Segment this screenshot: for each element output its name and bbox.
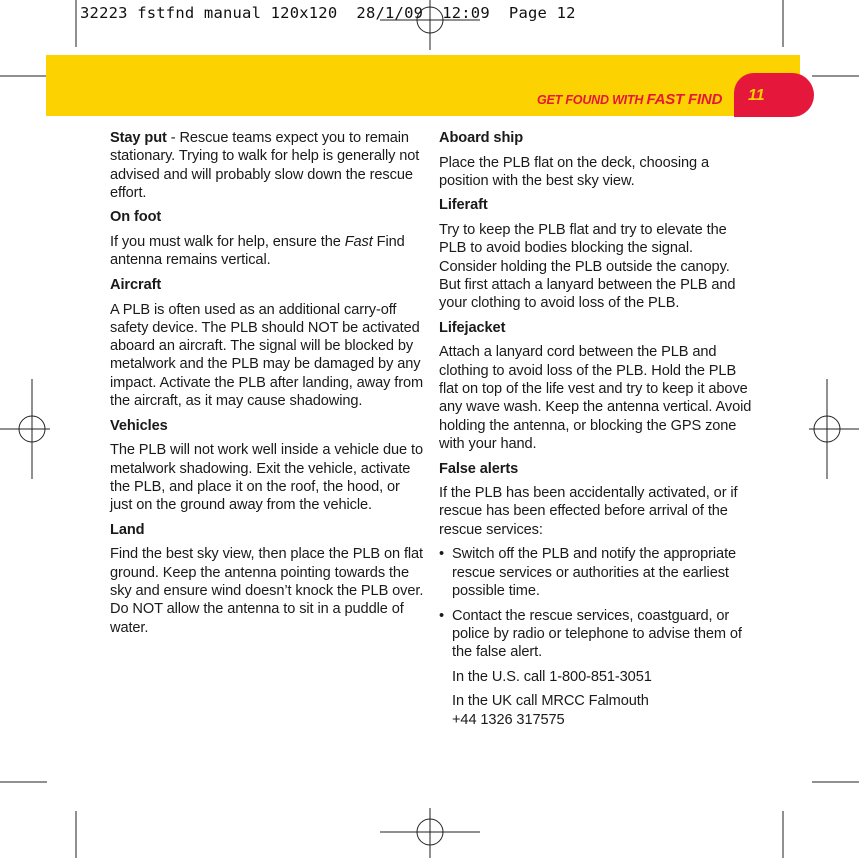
land-paragraph: Find the best sky view, then place the PLB on flat ground. Keep the antenna pointing towards the sky and ensure wind doesn’t knock the PLB over. Do NOT allow the antenna to sit in a puddle of water. (110, 546, 424, 636)
uk-call-line (439, 692, 754, 729)
registration-target-right (799, 374, 859, 484)
on-foot-paragraph (110, 233, 425, 270)
stay-put-paragraph (110, 129, 425, 202)
registration-target-left (0, 374, 60, 484)
aboard-ship-paragraph: Place the PLB flat on the deck, choosing a position with the best sky view. (439, 154, 710, 189)
on-foot-body-start: If you must walk for help, ensure the (110, 234, 345, 251)
on-foot-heading: On foot (110, 209, 162, 226)
running-title (537, 91, 722, 108)
vehicles-paragraph: The PLB will not work well inside a vehicle due to metalwork shadowing. Exit the vehicle, activate the PLB, and place it on the roof, the hood, or just on the ground away from the vehicle. (110, 442, 423, 514)
uk-call-text: In the UK call MRCC Falmouth (452, 693, 649, 710)
running-title-prefix: GET FOUND WITH (537, 93, 647, 107)
land-heading: Land (110, 521, 145, 538)
aboard-ship-heading: Aboard ship (439, 130, 524, 146)
on-foot-body-end: Find antenna remains vertical. (110, 234, 405, 269)
false-alerts-list (439, 545, 754, 661)
liferaft-paragraph: Try to keep the PLB flat and try to elevate the PLB to avoid bodies blocking the signal. Consider holding the PLB outside the canopy. But first attach a lanyard between the PLB and your clothing to avoid loss of the PLB. (439, 222, 736, 312)
us-call-number: 1-800-851-3051 (549, 668, 652, 685)
list-item: • Switch off the PLB and notify the appropriate rescue services or authorities at the earliest possible time. (439, 545, 754, 600)
list-item: • Contact the rescue services, coastguard, or police by radio or telephone to advise them of the false alert. (439, 607, 754, 662)
vehicles-heading: Vehicles (110, 417, 168, 434)
page-number-tab (734, 73, 814, 117)
uk-call-number: +44 1326 317575 (452, 711, 565, 728)
registration-target-bottom (375, 798, 485, 858)
us-call-text: In the U.S. call (452, 668, 550, 685)
false-alerts-paragraph: If the PLB has been accidentally activated, or if rescue has been effected before arrival of the rescue services: (439, 485, 738, 538)
page-number: 11 (748, 87, 765, 104)
print-slug: 32223 fstfnd manual 120x120 28/1/09 12:09 Page 12 (80, 4, 576, 22)
right-column (439, 129, 754, 735)
lifejacket-heading: Lifejacket (439, 319, 506, 336)
aircraft-paragraph: A PLB is often used as an additional carry-off safety device. The PLB should NOT be activated aboard an aircraft. The signal will be blocked by metalwork and the PLB may be damaged by any impact. Activate the PLB after landing, away from the aircraft, as it may cause shadowing. (110, 301, 424, 410)
stay-put-heading: Stay put (110, 130, 167, 146)
liferaft-heading: Liferaft (439, 197, 488, 214)
aircraft-heading: Aircraft (110, 276, 162, 293)
running-title-brand: FAST FIND (646, 91, 723, 108)
registration-target-top (375, 0, 485, 60)
stay-put-body: - Rescue teams expect you to remain stationary. Trying to walk for help is generally not advised and will probably slow down the rescue effort. (110, 130, 420, 201)
on-foot-brand-italic: Fast (344, 234, 373, 251)
us-call-line (439, 668, 754, 686)
left-column (110, 129, 425, 643)
lifejacket-paragraph: Attach a lanyard cord between the PLB and clothing to avoid loss of the PLB. Hold the PLB flat on top of the life vest and try to keep it above any wave wash. Keep the antenna vertical. Avoid holding the antenna, or blocking the GPS zone with your hand. (439, 344, 752, 452)
false-alerts-heading: False alerts (439, 460, 519, 477)
